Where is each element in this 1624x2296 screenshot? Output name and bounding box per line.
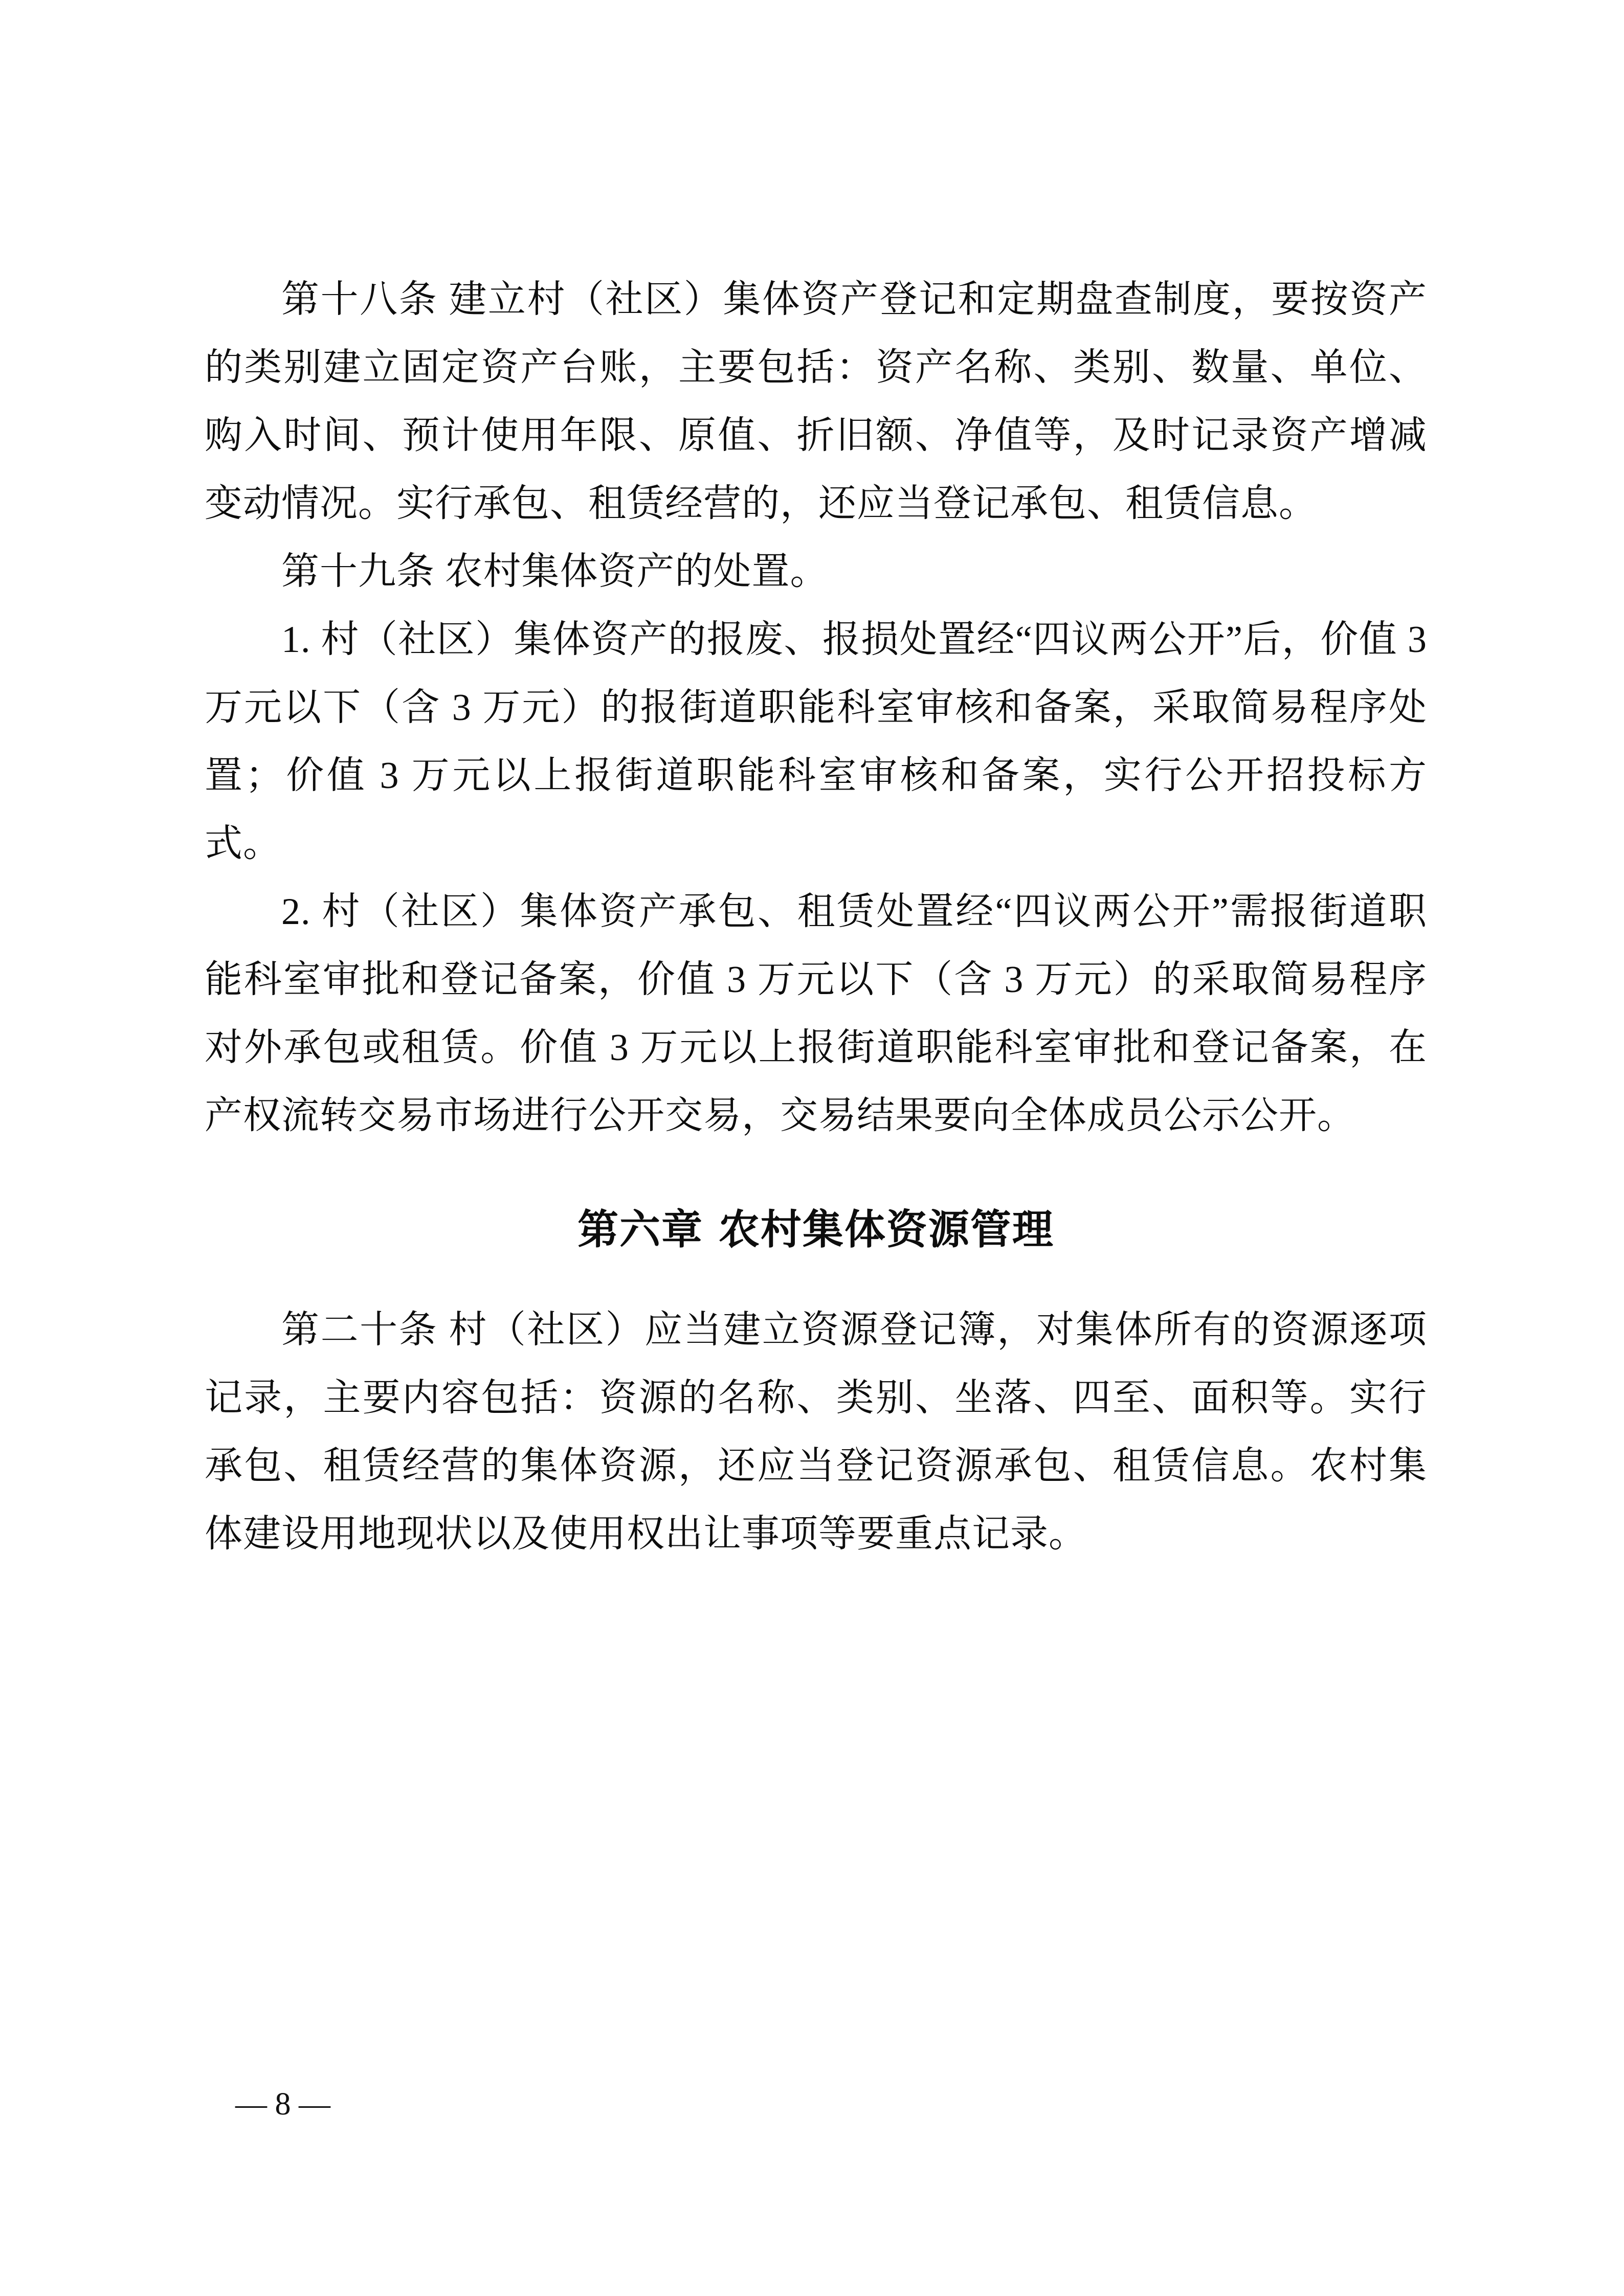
paragraph-article-19-item-2: 2. 村（社区）集体资产承包、租赁处置经“四议两公开”需报街道职能科室审批和登记备案，价值 3 万元以下（含 3 万元）的采取简易程序对外承包或租赁。价值 3 万元以上报街道职能科室审批和登记备案，在产权流转交易市场进行公开交易，交易结果要向全体成员公示公开。 xyxy=(205,891,1427,1137)
page-number: — 8 — xyxy=(235,2087,330,2122)
document-body xyxy=(205,266,1427,1568)
paragraph-article-20: 第二十条 村（社区）应当建立资源登记簿，对集体所有的资源逐项记录，主要内容包括：资源的名称、类别、坐落、四至、面积等。实行承包、租赁经营的集体资源，还应当登记资源承包、租赁信息。农村集体建设用地现状以及使用权出让事项等要重点记录。 xyxy=(205,1309,1427,1555)
paragraph-article-19-item-1: 1. 村（社区）集体资产的报废、报损处置经“四议两公开”后，价值 3 万元以下（含 3 万元）的报街道职能科室审核和备案，采取简易程序处置；价值 3 万元以上报街道职能科室审核和备案，实行公开招投标方式。 xyxy=(205,619,1427,865)
paragraph-article-18: 第十八条 建立村（社区）集体资产登记和定期盘查制度，要按资产的类别建立固定资产台账，主要包括：资产名称、类别、数量、单位、购入时间、预计使用年限、原值、折旧额、净值等，及时记录资产增减变动情况。实行承包、租赁经营的，还应当登记承包、租赁信息。 xyxy=(205,279,1427,525)
chapter-heading-6: 第六章 农村集体资源管理 xyxy=(577,1206,1054,1253)
paragraph-article-19: 第十九条 农村集体资产的处置。 xyxy=(281,551,829,593)
